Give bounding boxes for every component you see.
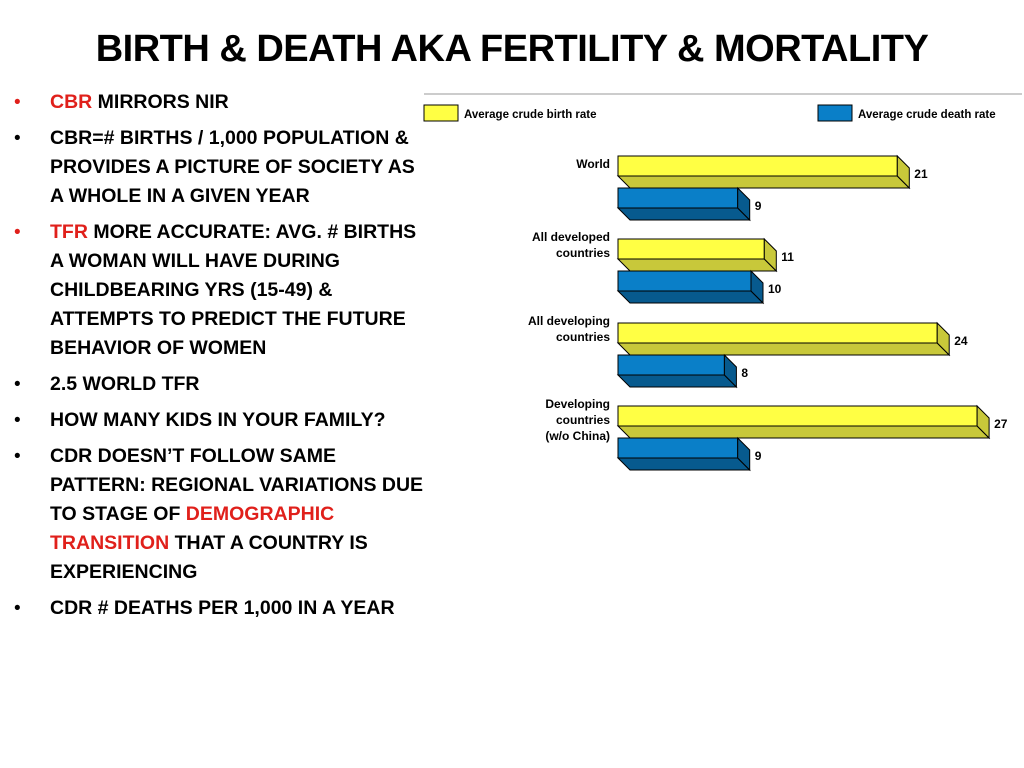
bar-front <box>618 355 724 375</box>
bullet-text: MORE ACCURATE: AVG. # BIRTHS A WOMAN WILL HAVE DURING CHILDBEARING YRS (15-49) & ATTEMPTS TO PREDICT THE FUTURE BEHAVIOR OF WOMEN <box>50 221 417 359</box>
bullet-text: HOW MANY KIDS IN YOUR FAMILY? <box>50 409 386 431</box>
bullet-dot: • <box>14 598 21 619</box>
bullet-list <box>14 88 429 630</box>
category-label: All developed <box>531 230 610 244</box>
bar-value-label: 27 <box>994 417 1008 431</box>
bar-front <box>618 239 764 259</box>
bullet-text-suffix: THAT A COUNTRY IS EXPERIENCING <box>50 532 368 583</box>
bar-bottom-face <box>618 291 763 303</box>
bar-bottom-face <box>618 458 750 470</box>
bullet-item <box>14 218 429 363</box>
bullet-item <box>14 406 429 435</box>
category-label: countries <box>555 246 610 260</box>
bar-value-label: 9 <box>754 449 762 463</box>
bullet-item <box>14 594 429 623</box>
bar-value-label: 10 <box>768 282 782 296</box>
bullet-dot: • <box>14 374 21 395</box>
bullet-keyword: TFR <box>50 221 88 243</box>
bullet-text: CBR=# BIRTHS / 1,000 POPULATION & PROVIDES A PICTURE OF SOCIETY AS A WHOLE IN A GIVEN YEAR <box>50 127 415 207</box>
legend-swatch <box>424 105 458 121</box>
bar-bottom-face <box>618 375 736 387</box>
bullet-dot: • <box>14 446 21 467</box>
birth-death-rate-chart <box>420 90 1024 490</box>
bullet-item <box>14 88 429 117</box>
slide-title: BIRTH & DEATH AKA FERTILITY & MORTALITY <box>95 28 929 70</box>
category-label: countries <box>555 330 610 344</box>
category-label: All developing <box>527 314 610 328</box>
bar-front <box>618 406 977 426</box>
bar-value-label: 11 <box>781 250 794 264</box>
bullet-dot: • <box>14 92 21 113</box>
bullet-item <box>14 124 429 211</box>
bar-bottom-face <box>618 176 909 188</box>
bullet-item <box>14 370 429 399</box>
bullet-keyword: CBR <box>50 91 93 113</box>
bar-bottom-face <box>618 259 776 271</box>
category-label: Developing <box>545 397 610 411</box>
bar-bottom-face <box>618 208 750 220</box>
bullet-dot: • <box>14 222 21 243</box>
bar-bottom-face <box>618 426 989 438</box>
bar-front <box>618 438 738 458</box>
bar-bottom-face <box>618 343 949 355</box>
bullet-item <box>14 442 429 587</box>
bar-front <box>618 156 897 176</box>
bullet-text: MIRRORS NIR <box>92 91 229 113</box>
bullet-text: 2.5 WORLD TFR <box>50 373 200 395</box>
bullet-text: CDR DOESN’T FOLLOW SAME PATTERN: REGIONAL VARIATIONS DUE TO STAGE OF <box>50 445 424 525</box>
category-label: World <box>576 157 610 171</box>
bar-front <box>618 323 937 343</box>
bar-value-label: 21 <box>914 167 928 181</box>
bullet-text: CDR # DEATHS PER 1,000 IN A YEAR <box>50 597 395 619</box>
bar-front <box>618 271 751 291</box>
bullet-dot: • <box>14 128 21 149</box>
bar-value-label: 24 <box>954 334 968 348</box>
bullet-dot: • <box>14 410 21 431</box>
bar-value-label: 9 <box>754 199 762 213</box>
category-label: countries <box>555 413 610 427</box>
bar-value-label: 8 <box>741 366 749 380</box>
bullet-highlight: DEMOGRAPHIC TRANSITION <box>50 503 335 554</box>
legend-label: Average crude birth rate <box>464 109 597 121</box>
bar-front <box>618 188 738 208</box>
legend-swatch <box>818 105 852 121</box>
legend-label: Average crude death rate <box>858 109 996 121</box>
category-label: (w/o China) <box>545 429 610 443</box>
